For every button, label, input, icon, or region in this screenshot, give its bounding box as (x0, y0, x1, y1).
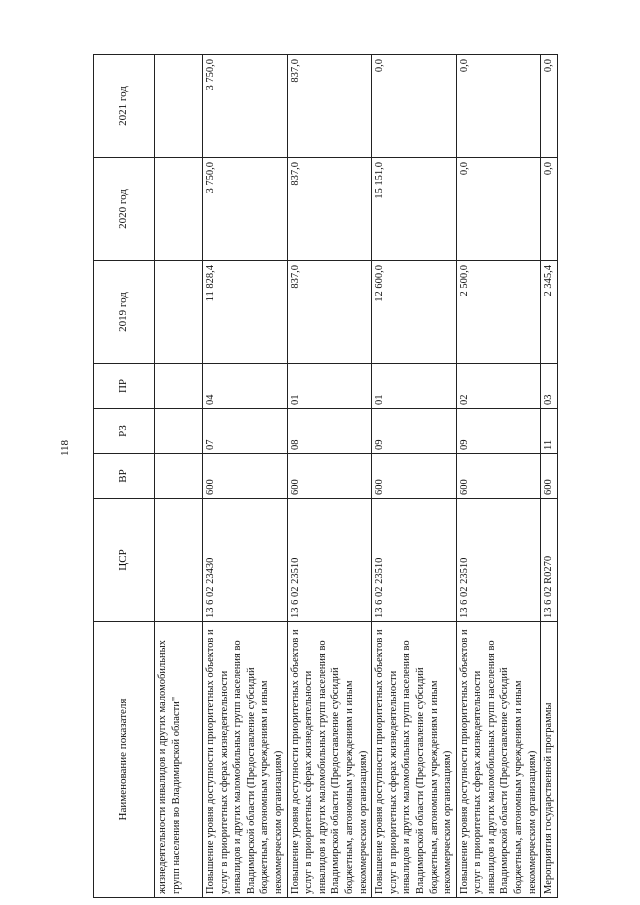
row-pr (155, 364, 203, 409)
row-rz (155, 409, 203, 454)
row-rz: 07 (203, 409, 288, 454)
table-row (541, 55, 558, 898)
row-2021 (155, 55, 203, 158)
row-name: Мероприятия государственной программы (541, 622, 558, 898)
budget-table-rotated (93, 55, 608, 898)
row-2019 (155, 261, 203, 364)
row-2020: 0,0 (456, 158, 541, 261)
row-2021: 0,0 (372, 55, 457, 158)
row-csr: 13 6 02 R0270 (541, 499, 558, 622)
row-vr: 600 (203, 454, 288, 499)
row-2020: 3 750,0 (203, 158, 288, 261)
table-row (372, 55, 457, 898)
row-csr: 13 6 02 23430 (203, 499, 288, 622)
row-2019: 11 828,4 (203, 261, 288, 364)
row-2021: 0,0 (456, 55, 541, 158)
row-vr: 600 (541, 454, 558, 499)
row-csr: 13 6 02 23510 (287, 499, 372, 622)
header-pr: ПР (94, 364, 155, 409)
row-2020: 0,0 (541, 158, 558, 261)
row-csr: 13 6 02 23510 (456, 499, 541, 622)
row-2021: 0,0 (541, 55, 558, 158)
row-rz: 08 (287, 409, 372, 454)
row-name: Повышение уровня доступности приоритетных объектов и услуг в приоритетных сферах жизнедеятельности инвалидов и других маломобильных групп населения во Владимирской области (Предоставление субсидий бюджетным, автономным учреждениям и иным некоммерческим организациям) (372, 622, 457, 898)
table-row (287, 55, 372, 898)
header-rz: РЗ (94, 409, 155, 454)
row-rz: 09 (456, 409, 541, 454)
table-row (456, 55, 541, 898)
row-2020: 837,0 (287, 158, 372, 261)
header-csr: ЦСР (94, 499, 155, 622)
header-vr: ВР (94, 454, 155, 499)
row-vr: 600 (287, 454, 372, 499)
row-pr: 02 (456, 364, 541, 409)
header-name: Наименование показателя (94, 622, 155, 898)
row-pr: 04 (203, 364, 288, 409)
table-row (203, 55, 288, 898)
row-csr: 13 6 02 23510 (372, 499, 457, 622)
row-2019: 837,0 (287, 261, 372, 364)
row-vr (155, 454, 203, 499)
row-csr (155, 499, 203, 622)
row-vr: 600 (456, 454, 541, 499)
header-2020: 2020 год (94, 158, 155, 261)
row-name: жизнедеятельности инвалидов и других маломобильных групп населения во Владимирской области" (155, 622, 203, 898)
row-name: Повышение уровня доступности приоритетных объектов и услуг в приоритетных сферах жизнедеятельности инвалидов и других маломобильных групп населения во Владимирской области (Предоставление субсидий бюджетным, автономным учреждениям и иным некоммерческим организациям) (287, 622, 372, 898)
row-pr: 01 (287, 364, 372, 409)
table-header-row (94, 55, 155, 898)
row-2019: 2 500,0 (456, 261, 541, 364)
row-2019: 2 345,4 (541, 261, 558, 364)
row-rz: 09 (372, 409, 457, 454)
header-2019: 2019 год (94, 261, 155, 364)
row-2020 (155, 158, 203, 261)
row-2021: 3 750,0 (203, 55, 288, 158)
row-name: Повышение уровня доступности приоритетных объектов и услуг в приоритетных сферах жизнедеятельности инвалидов и других маломобильных групп населения во Владимирской области (Предоставление субсидий бюджетным, автономным учреждениям и иным некоммерческим организациям) (456, 622, 541, 898)
row-vr: 600 (372, 454, 457, 499)
page-number: 118 (59, 439, 71, 457)
header-2021: 2021 год (94, 55, 155, 158)
row-rz: 11 (541, 409, 558, 454)
row-pr: 01 (372, 364, 457, 409)
budget-table (93, 54, 558, 898)
row-pr: 03 (541, 364, 558, 409)
row-2020: 15 151,0 (372, 158, 457, 261)
row-2019: 12 600,0 (372, 261, 457, 364)
row-name: Повышение уровня доступности приоритетных объектов и услуг в приоритетных сферах жизнедеятельности инвалидов и других маломобильных групп населения во Владимирской области (Предоставление субсидий бюджетным, автономным учреждениям и иным некоммерческим организациям) (203, 622, 288, 898)
row-2021: 837,0 (287, 55, 372, 158)
table-row (155, 55, 203, 898)
